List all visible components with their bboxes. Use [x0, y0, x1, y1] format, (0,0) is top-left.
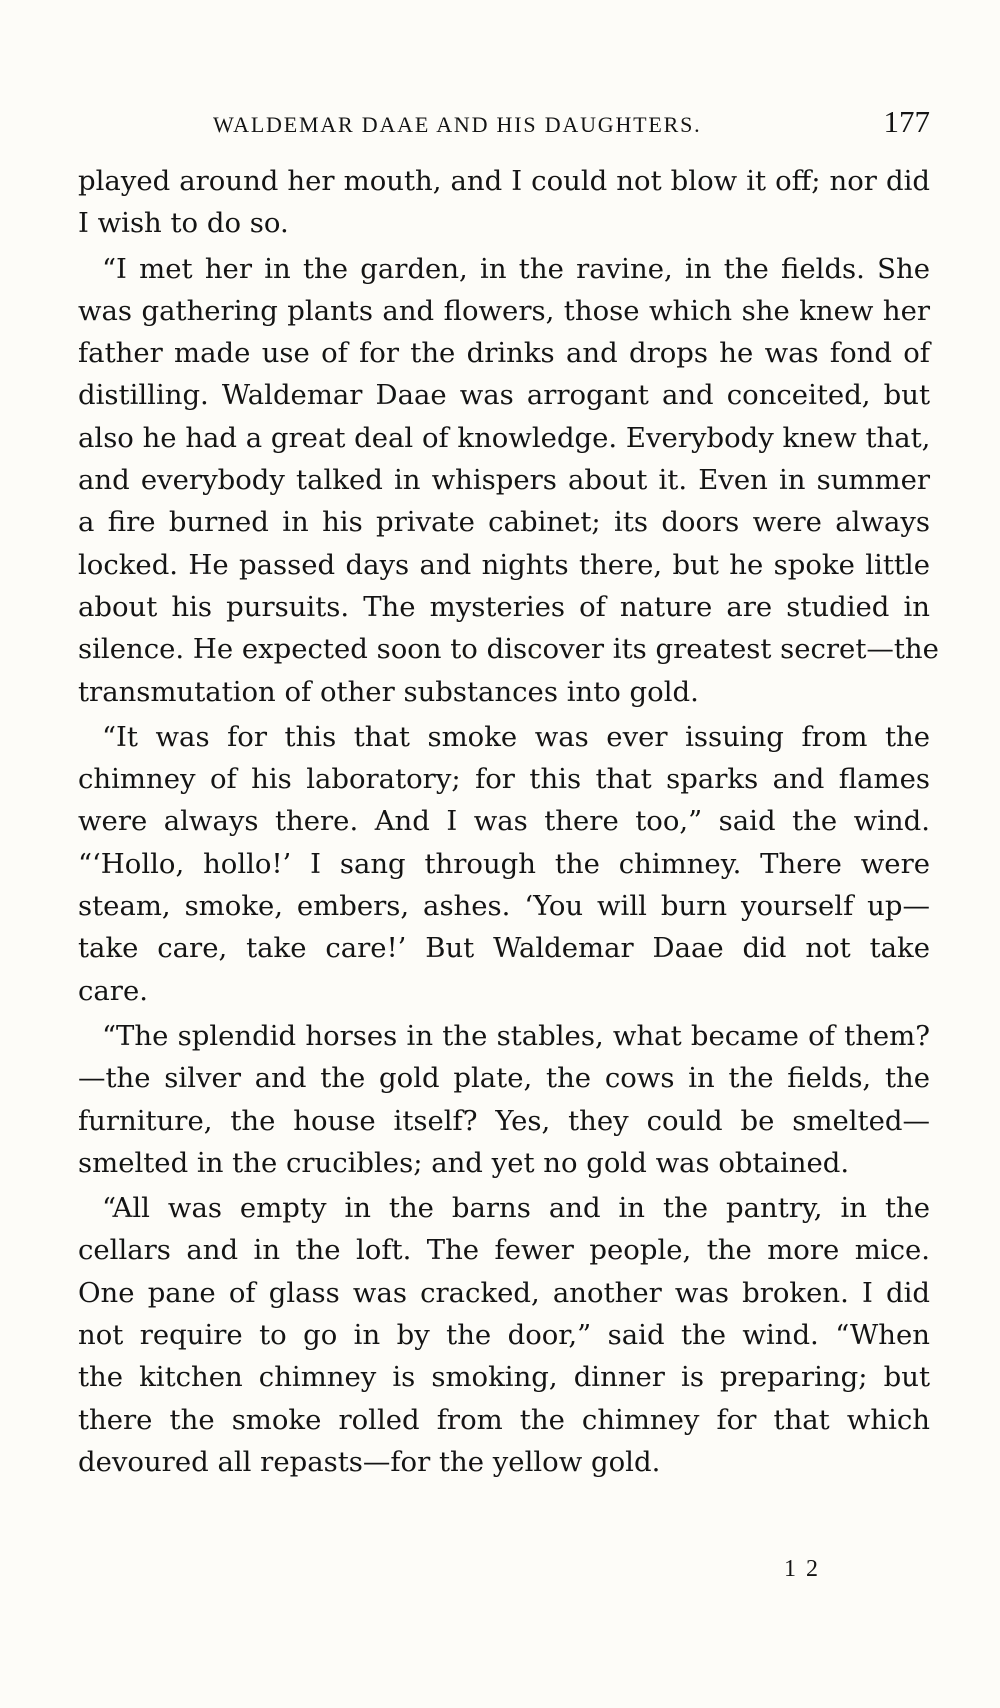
text-line: “The splendid horses in the stables, what became of them?: [102, 1019, 930, 1052]
text-line: cellars and in the loft. The fewer people, the more mice.: [78, 1234, 930, 1267]
signature-mark: 1 2: [784, 1556, 820, 1582]
text-line: silence. He expected soon to discover its greatest secret—the: [78, 633, 939, 666]
text-line: transmutation of other substances into gold.: [78, 675, 699, 708]
running-title: WALDEMAR DAAE AND HIS DAUGHTERS.: [213, 112, 702, 137]
text-line: a fire burned in his private cabinet; its doors were always: [78, 506, 930, 539]
text-line: care.: [78, 974, 148, 1007]
text-line: steam, smoke, embers, ashes. ‘You will burn yourself up—: [78, 890, 930, 923]
body-text: [78, 160, 939, 1483]
text-line: not require to go in by the door,” said the wind. “When: [78, 1319, 930, 1352]
text-line: One pane of glass was cracked, another was broken. I did: [78, 1276, 930, 1309]
text-line: chimney of his laboratory; for this that sparks and flames: [78, 763, 930, 796]
page-number: 177: [883, 104, 930, 139]
text-line: was gathering plants and flowers, those which she knew her: [78, 294, 930, 327]
text-line: I wish to do so.: [78, 207, 289, 240]
text-line: distilling. Waldemar Daae was arrogant and conceited, but: [78, 379, 930, 412]
text-line: the kitchen chimney is smoking, dinner is preparing; but: [78, 1361, 930, 1394]
text-line: played around her mouth, and I could not blow it off; nor did: [78, 165, 930, 197]
text-line: smelted in the crucibles; and yet no gold was obtained.: [78, 1146, 850, 1179]
text-line: father made use of for the drinks and drops he was fond of: [78, 337, 930, 370]
text-line: also he had a great deal of knowledge. Everybody knew that,: [78, 421, 931, 454]
text-line: there the smoke rolled from the chimney for that which: [78, 1403, 930, 1436]
text-line: locked. He passed days and nights there, but he spoke little: [78, 548, 930, 581]
text-line: —the silver and the gold plate, the cows in the fields, the: [78, 1062, 930, 1095]
text-line: “I met her in the garden, in the ravine, in the fields. She: [102, 252, 930, 285]
text-line: devoured all repasts—for the yellow gold.: [78, 1445, 661, 1478]
text-line: about his pursuits. The mysteries of nature are studied in: [78, 590, 930, 623]
text-line: “It was for this that smoke was ever issuing from the: [102, 720, 930, 753]
text-line: take care, take care!’ But Waldemar Daae did not take: [78, 932, 930, 965]
text-line: furniture, the house itself? Yes, they could be smelted—: [78, 1104, 930, 1137]
text-line: and everybody talked in whispers about it. Even in summer: [78, 464, 930, 497]
text-line: “‘Hollo, hollo!’ I sang through the chimney. There were: [78, 847, 930, 880]
running-head: [78, 104, 930, 144]
text-line: “All was empty in the barns and in the pantry, in the: [102, 1192, 930, 1225]
text-line: were always there. And I was there too,” said the wind.: [78, 805, 930, 838]
